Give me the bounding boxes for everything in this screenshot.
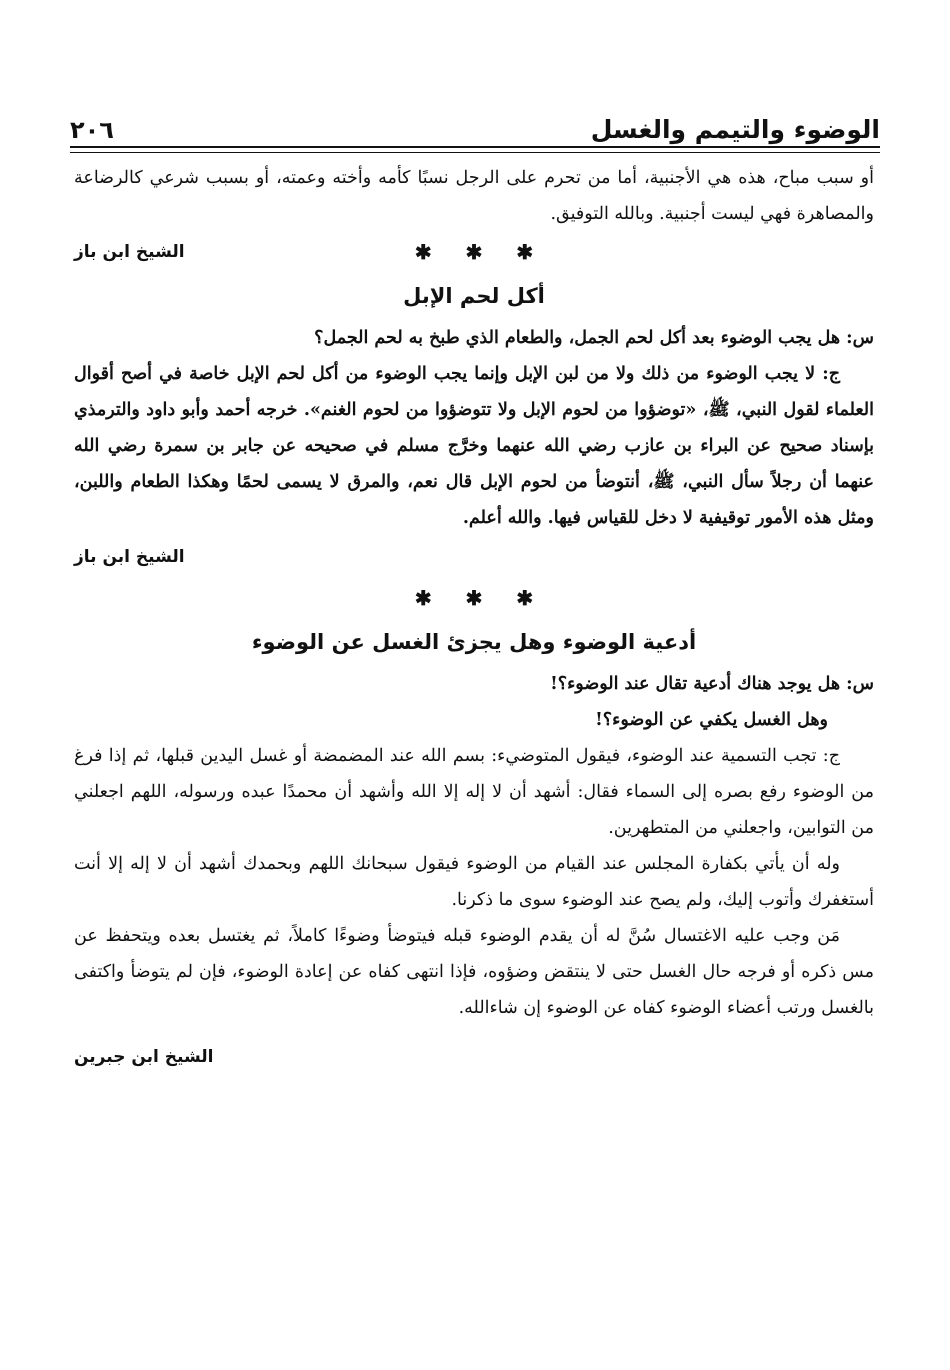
star-icon: ✱ bbox=[465, 240, 483, 264]
separator-with-sheikh bbox=[74, 232, 874, 272]
sheikh-attribution: الشيخ ابن جبرين bbox=[74, 1047, 214, 1067]
star-icon: ✱ bbox=[516, 240, 534, 264]
prev-answer-tail: أو سبب مباح، هذه هي الأجنبية، أما من تحرم على الرجل نسبًا كأمه وأخته وعمته، أو بسبب شرعي كالرضاعة والمصاهرة فهي ليست أجنبية. وبالله التوفيق. bbox=[74, 168, 874, 224]
answer-paragraph: مَن وجب عليه الاغتسال سُنَّ له أن يقدم الوضوء قبله فيتوضأ وضوءًا كاملاً، ثم يغتسل بعده ويتحفظ عن مس ذكره أو فرجه حال الغسل حتى لا ينتقض وضؤوه، فإذا انتهى كفاه عن إعادة الوضوء، فإن لم يتوضأ واكتفى بالغسل ورتب أعضاء الوضوء كفاه عن الوضوء إن شاءالله. bbox=[74, 926, 874, 1018]
header-rule bbox=[70, 146, 880, 153]
star-icon: ✱ bbox=[414, 240, 432, 264]
answer: ج: لا يجب الوضوء من ذلك ولا من لبن الإبل وإنما يجب الوضوء من أكل لحم الإبل خاصة في أصح أقوال العلماء لقول النبي، ﷺ، «توضؤوا من لحوم الإبل ولا تتوضؤوا من لحوم الغنم». خرجه أحمد وأبو داود والترمذي بإسناد صحيح عن البراء بن عازب رضي الله عنهما وخرَّج مسلم في صحيحه عن جابر بن سمرة رضي الله عنهما أن رجلاً سأل النبي، ﷺ، أنتوضأ من لحوم الإبل قال نعم، والمرق لا يسمى لحمًا وهكذا الطعام واللبن، ومثل هذه الأمور توقيفية لا دخل للقياس فيها. والله أعلم. bbox=[74, 364, 874, 528]
section-title: أدعية الوضوء وهل يجزئ الغسل عن الوضوء bbox=[251, 630, 697, 654]
star-icon: ✱ bbox=[465, 586, 483, 610]
section-title: أكل لحم الإبل bbox=[403, 284, 545, 308]
separator bbox=[74, 578, 874, 618]
star-icon: ✱ bbox=[516, 586, 534, 610]
separator-stars bbox=[74, 586, 874, 610]
sheikh-attribution: الشيخ ابن باز bbox=[74, 242, 185, 262]
page-content bbox=[74, 160, 874, 1078]
question: س: هل يوجد هناك أدعية تقال عند الوضوء؟! bbox=[550, 674, 874, 694]
separator-stars bbox=[74, 240, 874, 264]
question: س: هل يجب الوضوء بعد أكل لحم الجمل، والطعام الذي طبخ به لحم الجمل؟ bbox=[314, 328, 874, 348]
page-header bbox=[70, 102, 880, 144]
star-icon: ✱ bbox=[414, 586, 432, 610]
running-title: الوضوء والتيمم والغسل bbox=[590, 115, 880, 144]
answer-paragraph: ج: تجب التسمية عند الوضوء، فيقول المتوضيء: بسم الله عند المضمضة أو غسل اليدين قبلها، ثم إذا فرغ من الوضوء رفع بصره إلى السماء فقال: أشهد أن لا إله إلا الله وأشهد أن محمدًا عبده ورسوله، اللهم اجعلني من التوابين، واجعلني من المتطهرين. bbox=[74, 746, 874, 838]
page-number: ٢٠٦ bbox=[70, 116, 114, 144]
sheikh-attribution: الشيخ ابن باز bbox=[74, 547, 185, 567]
answer-paragraph: وله أن يأتي بكفارة المجلس عند القيام من الوضوء فيقول سبحانك اللهم وبحمدك أشهد أن لا إله إلا أنت أستغفرك وأتوب إليك، ولم يصح عند الوضوء سوى ما ذكرنا. bbox=[74, 854, 874, 910]
question-continuation: وهل الغسل يكفي عن الوضوء؟! bbox=[595, 710, 828, 730]
